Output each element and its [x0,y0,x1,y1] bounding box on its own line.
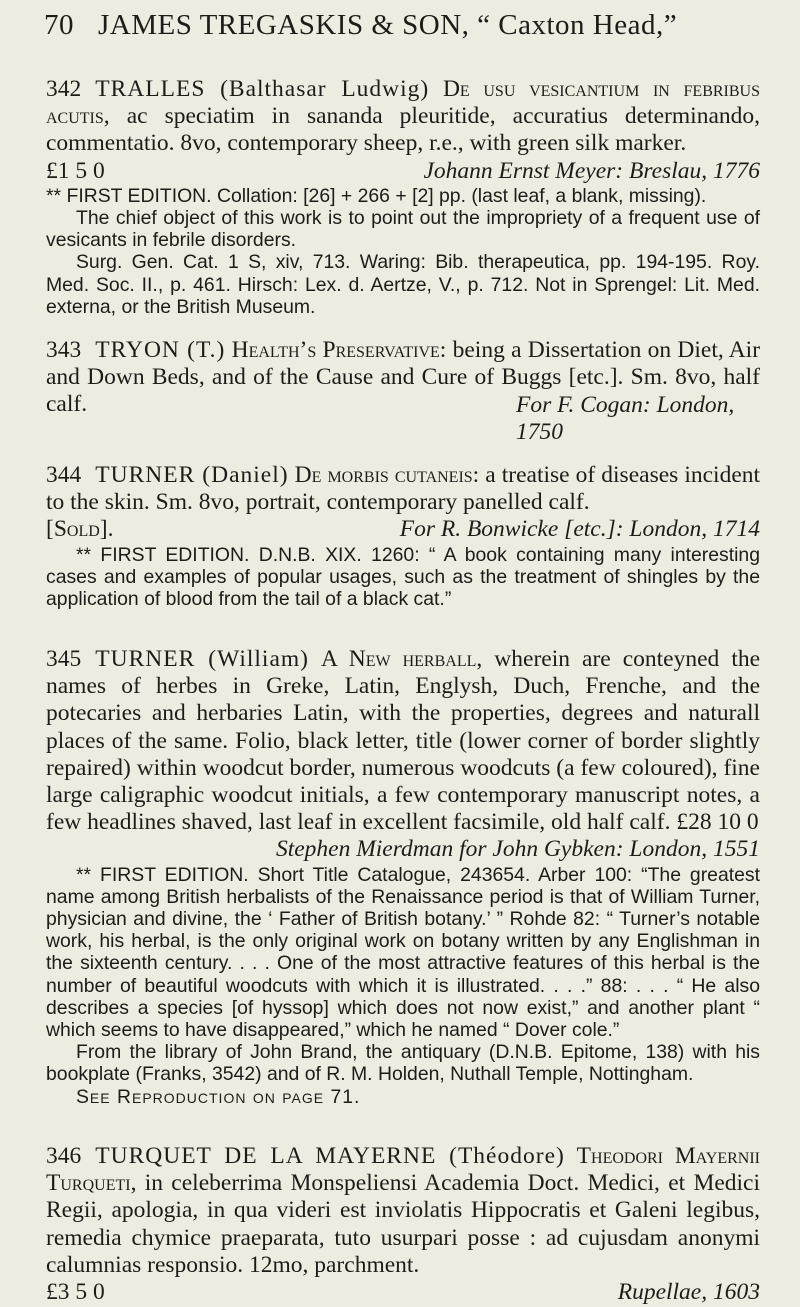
imprint: Stephen Mierdman for John Gybken: London, 1551 [275,836,760,863]
book-title: Health’s Preservative: [231,337,447,363]
price: £1 5 0 [46,157,105,184]
book-details: being a Dissertation on Diet, Air and Down Beds, and of the Cause and Cure of Buggs [etc.]. Sm. 8vo, half calf. [46,337,761,418]
book-title: De morbis cutaneis: [294,462,480,488]
running-header [44,10,677,40]
price: [Sold]. [46,516,114,543]
book-details: wherein are conteyned the names of herbes in Greke, Latin, Englysh, Duch, Frenche, and the potecaries and herbaries Latin, with the properties, degrees and naturall places of the same. Folio, black letter, title (lower corner of border slightly repaired) within woodcut border, numerous woodcuts (a few coloured), fine large caligraphic woodcut initials, a few contemporary manuscript notes, a few headlines shaved, last leaf in excellent facsimile, old half calf. £28 10 0 [46,646,761,836]
catalogue-entry [46,1143,760,1306]
book-title: Theodori Mayernii Turqueti, [46,1143,761,1197]
imprint: Rupellae, 1603 [617,1279,760,1306]
entry-description [46,1143,760,1279]
catalogue-entry [46,337,760,446]
price-imprint-line [46,516,760,543]
note-paragraph: The chief object of this work is to point out the impropriety of a frequent use of vesicants in febrile disorders. [46,207,760,252]
author-name: TURNER (Daniel) [95,462,289,488]
lot-number: 343 [46,337,82,363]
note-paragraph: From the library of John Brand, the antiquary (D.N.B. Epitome, 138) with his bookplate (Franks, 3542) and of R. M. Holden, Nuthall Temple, Nottingham. [46,1041,760,1086]
entry-description [46,76,760,158]
note-paragraph: ** FIRST EDITION. Short Title Catalogue, 243654. Arber 100: “The greatest name among British herbalists of the Renaissance period is that of William Turner, physician and divine, the ‘ Father of British botany.’ ” Rohde 82: “ Turner’s notable work, his herbal, is the only original work on botany written by any Englishman in the sixteenth century. . . . One of the most attractive features of this herbal is the number of beautiful woodcuts with which it is illustrated. . . .” 88: . . . “ He also describes a species [of hyssop] which does not now exist,” and another plant “ which seems to have disappeared,” which he named “ Dover cole.” [46,863,760,1042]
lot-number: 346 [46,1143,82,1169]
book-details: ac speciatim in sananda pleuritide, accuratius determinando, commentatio. 8vo, contemporary sheep, r.e., with green silk marker. [46,103,760,157]
entry-description [46,462,760,516]
note-paragraph: Surg. Gen. Cat. 1 S, xiv, 713. Waring: Bib. therapeutica, pp. 194-195. Roy. Med. Soc. II., p. 461. Hirsch: Lex. d. Aertze, V., p. 712. Not in Sprengel: Lit. Med. externa, or the British Museum. [46,251,760,318]
author-name: TURNER (William) [95,646,309,672]
book-title: A New herball, [321,646,483,672]
lot-number: 345 [46,646,82,672]
note-paragraph: ** FIRST EDITION. Collation: [26] + 266 + [2] pp. (last leaf, a blank, missing). [46,184,707,207]
lot-number: 342 [46,76,82,102]
catalogue-entry [46,462,760,610]
price-imprint-line [46,1279,760,1306]
imprint: For F. Cogan: London, 1750 [516,391,735,445]
entry-notes [46,185,760,318]
entry-notes [46,864,760,1086]
note-paragraph: ** FIRST EDITION. D.N.B. XIX. 1260: “ A book containing many interesting cases and examples of popular usages, such as the treatment of shingles by the application of blood from the tail of a black cat.” [46,543,760,611]
catalogue-entry [46,646,760,1109]
imprint: For R. Bonwicke [etc.]: London, 1714 [399,516,760,543]
see-reference: See Reproduction on page 71. [76,1085,361,1108]
page-number: 70 [44,9,74,41]
price: £3 5 0 [46,1279,105,1306]
entry-notes [46,544,760,611]
lot-number: 344 [46,462,82,488]
book-details: in celeberrima Monspeliensi Academia Doct. Medici, et Medici Regii, apologia, in qua videri est inviolatis Hippocratis et Galeni legibus, remedia chymice praeparata, tuto usurpari posse : ad cujusdam anonymi calumnias responsio. 12mo, parchment. [46,1170,761,1278]
book-details: a treatise of diseases incident to the skin. Sm. 8vo, portrait, contemporary panelled calf. [46,462,761,516]
firm-name: JAMES TREGASKIS & SON, “ Caxton Head,” [98,9,678,41]
author-name: TURQUET DE LA MAYERNE (Théodore) [95,1143,565,1169]
imprint: Johann Ernst Meyer: Breslau, 1776 [423,157,760,184]
price-imprint-line [46,836,760,863]
price-imprint-line [46,158,760,185]
catalogue-entry [46,76,760,318]
price-imprint-line [46,392,760,446]
author-name: TRALLES (Balthasar Ludwig) [95,76,430,102]
author-name: TRYON (T.) [95,337,226,363]
book-title: De usu vesicantium in febribus acutis, [46,76,761,130]
entry-description [46,646,760,836]
